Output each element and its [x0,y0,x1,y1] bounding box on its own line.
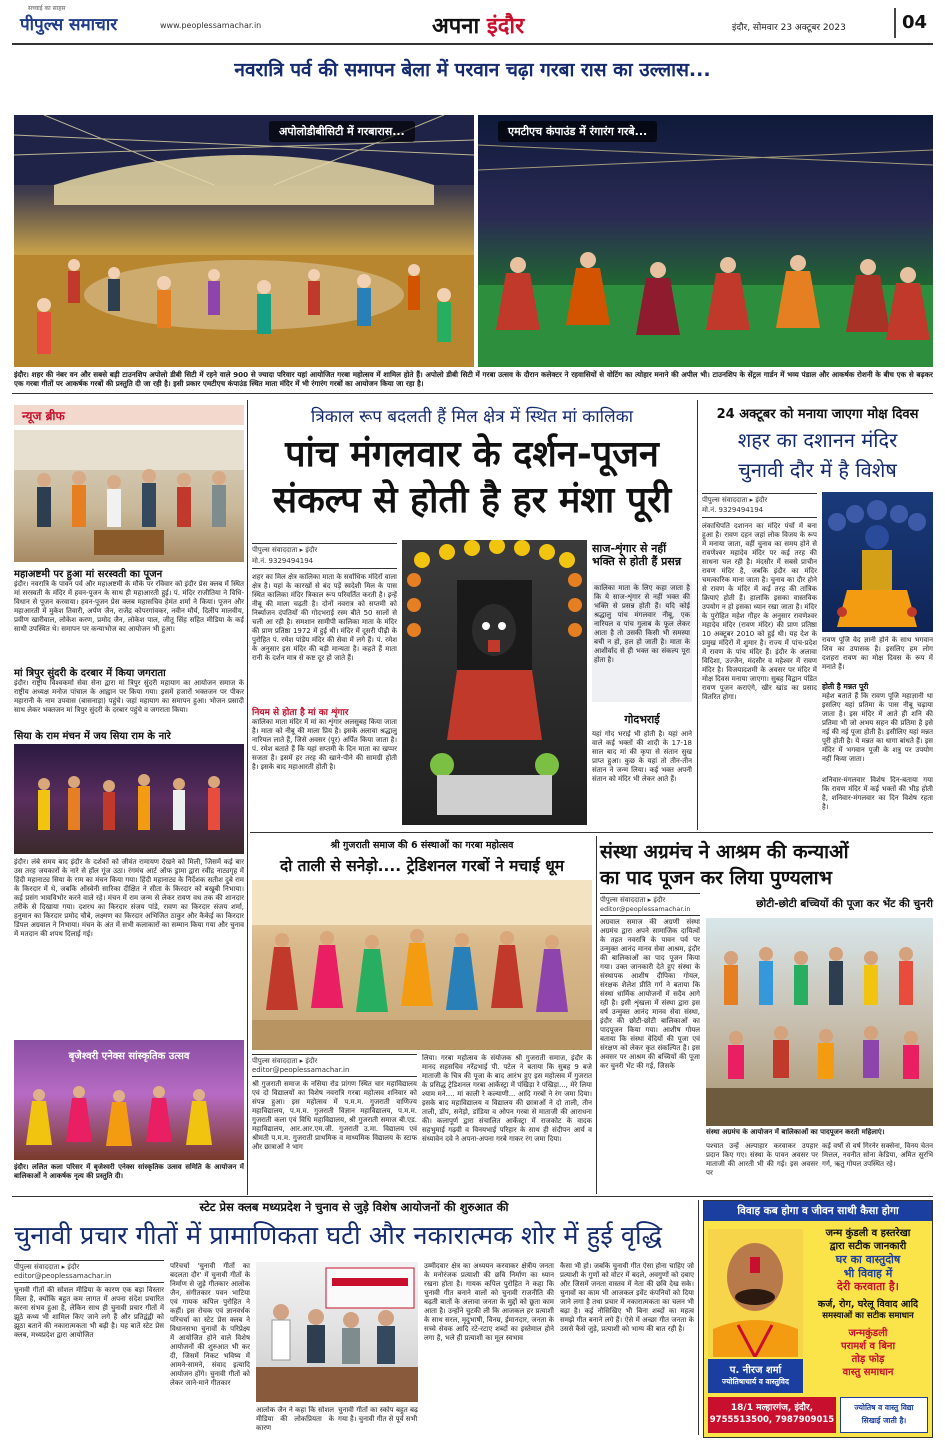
dashanan-subhead: होती है मन्नत पूरी [822,682,869,691]
dashanan-byline: पीपुल्स संवाददाता ▸ इंदौर [702,493,817,505]
ad-line4: भी विवाह में [843,1267,893,1280]
navratri-caption: इंदौर। शहर की नंबर वन और सबसे बड़ी टाउनशिप अपोलो डीबी सिटी में रहने वाले 900 से ज्यादा परिवार यहां आयोजित गरबा महोत्सव में शामिल होते हैं। अपोलो डीबी सिटी में गरबा उत्सव के दौरान कलेक्टर ने रहवासियों से वोटिंग का त्योहार मनाने की अपील भी। टाउनशिप के सेंट्रल गार्डन में भव्य पंडाल और आकर्षक रोशनी के बीच एक से बढ़कर एक गरबा गीतों पर आकर्षक गरबों की प्रस्तुति दी जा रही है। इसी प्रकार एमटीएच कंपाउंड स्थित माता मंदिर में भी रंगारंग गरबों का आयोजन किया जा रहा है। [14,370,933,388]
press-club-text1: चुनावी गीतों की सोशल मीडिया के कारण एक बड़ा विस्तार मिला है, क्योंकि बहुत कम लागत में अपना संदेश प्रचारित करना संभव हुआ है, लेकिन साथ ही चुनावी प्रचार गीतों में झूठे कथ्य भी शामिल किए जाने लगे हैं और प्रतिद्वंद्वी को झूठा बताने की नकारात्मकता भी बढ़ी है। यह बातें स्टेट प्रेस क्लब, मध्यप्रदेश द्वारा आयोजित [14,1286,164,1339]
press-club-reporter: पीपुल्स संवाददाता [14,1263,60,1271]
gujarati-kicker: श्री गुजराती समाज की 6 संस्थाओं का गरबा महोत्सव [330,840,514,851]
navratri-headline: नवरात्रि पर्व की समापन बेला में परवान चढ़ा गरबा रास का उल्लास... [234,59,711,81]
ad-line1: जन्म कुंडली व हस्तरेखा [825,1228,911,1239]
apollo-photo-label: अपोलोडीबीसिटी में गरबारास... [269,121,415,142]
kalika-headline-line1: पांच मंगलवार के दर्शन-पूजन [285,434,659,475]
ad-line11: वास्तु समाधान [842,1367,894,1378]
brief-item3-text: इंदौर। लंबे समय बाद इंदौर के दर्शकों को जीवंत रामायण देखने को मिली, जिसमें कई बार उस तरह जयकारों के नारे से हॉल गूंज उठा। रंगमंच आर्ट ऑफ ड्रामा द्वारा रवींद्र नाट्यगृह में हिंदी महानाट्य सिया के राम का मंचन किया गया। हिंदी महानाट्य के निर्देशक सतीश दुबे राम के किरदार में थे, जबकि ऑस्वेनी सारिका दीक्षित ने सीता के किरदार को बखूबी निभाया। कई प्रसंग भावविभोर करने वाले रहे। मंचन में राम जन्म से लेकर रावण वध तक की शानदार तरीके से दिखाया गया। दशरथ का किरदार संजय पांडे, रावण का किरदार संजय शर्मा, हनुमान का किरदार प्रमोद चौबे, लक्ष्मण का किरदार अभिजित ठाकुर और कैकेई का किरदार डिंपल अग्रवाल ने निभाया। मंचन के अंत में सभी कलाकारों का सम्मान किया गया और चुनाव में मतदान की शपथ दिलाई गई। [14,858,244,938]
kalika-side-text: कालिका माता के लिए कहा जाता है कि ये साज-शृंगार से नहीं भक्त की भक्ति से प्रसन्न होती हैं। यदि कोई श्रद्धालु पांच मंगलवार नीबू, एक नारियल व पांच गुलाब के फूल लेकर आता है तो उसकी किसी भी समस्या बची न हो, हल हो जाती है। माता के आशीर्वाद से ही भक्त का संकल्प पूरा होता है। [592,582,692,702]
dashanan-text3: महेश बताते हैं कि रावण पूजि महाज्ञानी था इसलिए यहां प्रतिमा के पास नीबू चढ़ाया जाता है। इस मंदिर में आते ही शनि की प्रतिमा भी जो अभय सहन की प्रतिमा है इसे नई की नई पूजा होती है। इसीलिए यहां मन्नत पूरी होती है। ये मन्नत का धागा बांधते हैं। इस मंदिर में भगवान पूजी के शत्रु पर उपयोग नहीं किया जाता। [822,692,933,763]
apollo-garba-illustration [14,115,474,367]
dance-photo-caption: इंदौर। ललित कला परिसर में बृजेश्वरी एनेक्स सांस्कृतिक उत्सव समिति के आयोजन में बालिकाओं ने आकर्षक नृत्य की प्रस्तुति दी। [14,1163,244,1180]
dashanan-text1: लंकाधिपति दशानन का मंदिर पंचों में बना हुआ है। रावण दहन जहां लोक विजय के रूप में मनाया जाता, वहीं चुनाव का समय होने से रावणेश्वर महादेव मंदिर पर कई तरह की साधना चल रही है। मंदसौर में सबसे प्राचीन रावण मंदिर है, जबकि इंदौर का मंदिर चमत्कारिक माना जाता है। चुनाव का दौर होने से रावण के मंदिर में कई तरह की तांत्रिक क्रियाएं होती हैं। हालांकि इसका वास्तविक उपयोग न हो इसका ध्यान रखा जाता है। मंदिर के पुरोहित महेश गौहर के अनुसार रावणेश्वर महादेव मंदिर (रावण मंदिर) की प्राण प्रतिष्ठा 10 अक्टूबर 2010 को हुई थी। यह देश के प्रमुख मंदिरों में शुमार है। राज्य में पांच-प्रदेश में रावण के पांच मंदिर हैं। इंदौर के अलावा विदिशा, उज्जैन, मंदसौर व महेश्वर में रावण मंदिर है। विजयादशमी के अवसर पर मंदिर में मोक्ष दिवस मनाया जाएगा। सुबह विद्वान पंडित रावण पूजन कराएंगे, खीर खांड का प्रसाद वितरित होगा। [702,522,817,701]
agrmanch-headline-line1: संस्था अग्रमंच ने आश्रम की कन्याओं [600,841,849,863]
ad-name-box [708,1359,803,1393]
mth-photo-label: एमटीएच कंपाउंड में रंगारंग गरबे... [498,121,657,142]
dance-banner-text: बृजेश्वरी एनेक्स सांस्कृतिक उत्सव [68,1051,190,1062]
godbharai-head: गोदभराई [624,713,660,726]
kalika-dashanan-divider [697,400,698,830]
press-club-email[interactable]: editor@peoplessamachar.in [14,1272,164,1283]
dashanan-headline-line2: चुनावी दौर में है विशेष [738,458,897,482]
kalika-text1: शहर का मिल क्षेत्र कालिका माता के सर्वाधिक मंदिरों वाला क्षेत्र है। यहां के कारखों से बंद पड़ें स्वदेशी मिल के पास स्थित कालिका मंदिर त्रिकाल रूप परिवर्तित करती है। इन्हें नीबू की माला चढ़ती है। दोनों नवरात्र को सप्तमी को निर्ब्याजन दंपतियों की गोदभराई रस्म बीते 50 सालों से चली आ रही है। समशान सामीपी कालिका माता के मंदिर की प्राण प्रतिष्ठा 1972 में हुई थी। मंदिर में दूसरी पीढ़ी के पुरोहित पं. रमेश पांडेय मंदिर की सेवा में लगे हैं। पं. रमेश के अनुसार इस मंदिर की बड़ी मान्यता है। कहते हैं माता रानी के दर्शन मात्र से कष्ट दूर हो जाते हैं। [252,573,397,662]
ad-line9: परामर्श व बिना [840,1341,896,1352]
ad-training-box [840,1397,928,1433]
agrmanch-text2: पश्चात उन्हें अल्पाहार करवाकर उपहार प्रदान किए गए। संस्था के पावन अवसर पर माताजी की आरती भी की गई। इस अवसर पर [706,1142,818,1177]
agrmanch-email[interactable]: editor@peoplessamachar.in [600,905,700,916]
kalika-city: इंदौर [305,546,318,554]
brief-item2-text: इंदौर। राष्ट्रीय विश्वकर्मा सेवा सेना द्वारा मां त्रिपुर सुंदरी महायाग का आयोजन समाज के राष्ट्रीय अध्यक्ष मनोज पांचाल के आह्वान पर किया गया। इसमें हजारों भक्तजन पर पीकर महारानी के नाम उपवास (बासनाड़ा) पहुंचे। जहां महायाग का समापन हुआ। भोजन प्रसादी साथ लेकर भक्तजन मां त्रिपुर सुंदरी के दरबार पहुंचे व जगराता किया। [14,679,244,714]
kalika-text2: कालिका माता मंदिर में मां का शृंगार अलसुबह किया जाता है। माता को नीबू की माला प्रिय है। इसके अलावा श्रद्धालु नारियल लाते हैं, जिसे अवसर (पूर) अर्पित किया जाता है। पं. रमेश बताते हैं कि यहां सप्तमी के दिन माता का खप्पर सजता है। इसमें हर तरह की खाने-पीने की सामग्री होती है। इसके बाद महाआरती होती है। [252,718,397,771]
agrmanch-text1: अग्रवाल समाज की अग्रणी संस्था अग्रमंच द्वारा अपने सामाजिक दायित्वों के तहत नवरात्रि के पावन पर्व पर उन्मुक्त आनंद मानव सेवा आश्रम, इंदौर की बालिकाओं का पाद पूजन किया गया। उक्त जानकारी देते हुए संस्था के संस्थापक आशीष दीपिका गोयल, संरक्षक शैलेश प्रीति गर्ग ने बताया कि संस्था धार्मिक आयोजनों में सदैव आगे रही है। इसी शृंखला में संस्था द्वारा इस वर्ष उन्मुक्त आनंद मानव सेवा संस्था, इंदौर की छोटी-छोटी बालिकाओं का पादपूजन किया गया। आशीष गोयल बताया कि संस्था वेदियों की पूजा एवं संरक्षण को लेकर कृत संकल्पित है। इस अवसर पर आश्रम की बच्चियों की पूजा कर चुनरी भेंट की गई, जिसके [600,918,700,1070]
section-name: इंदौर [486,14,525,39]
press-club-text2: परिचर्चा 'चुनावी गीतों का बदलता दौर' में चुनावी गीतों के निर्माण से जुड़े गीतकार आलोक जैन, संगीतकार पवन भाटिया एवं गायक कपिल पुरोहित ने कहीं। इस रोचक एवं ज्ञानवर्धक परिचर्चा का स्टेट प्रेस क्लब ने विधानसभा चुनावों के परिप्रेक्ष्य में आयोजित होने वाले विशेष आयोजनों की शुरुआत भी कर दी, जिसमें निकट भविष्य में आमने-सामने, संवाद इत्यादि आयोजन होंगे। चुनावी गीतों को लेकर जाने-माने गीतकार [170,1262,250,1387]
ravan-idol-illustration [822,492,933,632]
kalika-byline: पीपुल्स संवाददाता ▸ इंदौर [252,543,397,555]
ad-address: 18/1 मल्हारगंज, इंदौर, [730,1403,814,1413]
mth-garba-photo [478,115,933,367]
ad-top-banner: विवाह कब होगा व जीवन साथी कैसा होगा [704,1201,932,1221]
masthead-website[interactable]: www.peoplessamachar.in [160,21,262,30]
kalika-idol-photo [402,540,587,825]
ad-line5: देरी करवाता है। [837,1280,899,1293]
agrmanch-subhead: छोटी-छोटी बच्चियों की पूजा कर भेंट की चुनरी [756,898,933,910]
dance-performance-photo [14,1040,244,1160]
ad-line10: तोड़ फोड़ [851,1354,885,1365]
agrmanch-byline: पीपुल्स संवाददाता ▸ इंदौर [600,893,700,905]
ramayan-illustration [14,744,244,854]
kalika-subhead: नियम से होता है मां का शृंगार [252,708,349,718]
press-club-photo-caption: आलोक जैन ने कहा कि सोशल मीडिया की लोकप्रियता के कारण [256,1406,334,1431]
agrmanch-padpujan-photo [706,918,933,1126]
press-club-puja-photo [14,430,244,562]
ad-astrologer-portrait [708,1229,803,1357]
ad-line3: घर का वास्तुदोष [835,1253,901,1266]
kalika-reporter: पीपुल्स संवाददाता [252,546,298,554]
dashanan-kicker: 24 अक्टूबर को मनाया जाएगा मोक्ष दिवस [716,407,919,422]
dashanan-text4: शनिवार-मंगलवार विशेष दिन-बताया गया कि रावण मंदिर में कई भक्तों की भीड़ होती है, शनिवार-मंगलवार का दिन विशेष रहता है। [822,776,933,811]
press-club-text5: कैसा भी हो। जबकि चुनावी गीत ऐसा होना चाहिए जो प्रत्याशी के गुणों को वोटर में बदले, अवगुणों को दबाए और जिसमें जनता वास्तव में नेता की छवि देख सके। चुनावों का काम भी आजकल इवेंट कंपनियों को दिया जाने लगा है तथा प्रचार में नकारात्मकता का चलन भी बढ़ा है। कई नौसिखिए भी बिना शब्दों का महत्व समझे गीत बनाने लगे हैं। ऐसे में अच्छा गीत जनता के उससे कैसे जुड़े, प्रत्याशी को भाग्य की बात रही है। [560,1262,694,1333]
dashanan-headline-line1: शहर का दशानन मंदिर [737,428,898,452]
agrmanch-text3: कई वर्षों से वर्ष गिरनेर सक्सेना, विनय चेतन मित्तल, नवनीत सोना केडिया, अमित सुरभि गर्ग, ऋतु गोयल उपस्थित रहे। [822,1142,933,1168]
bottom-section-rule [12,1196,933,1197]
kalika-side-head: साज-शृंगार से नहीं भक्ति से होती हैं प्रसन्न [592,542,682,568]
ad-line6: कर्ज, रोग, घरेलू विवाद आदि [817,1299,919,1310]
ravan-idol-photo [822,492,933,632]
masthead-logo: पीपुल्स समाचार [20,15,118,35]
ad-small1: ज्योतिष व वास्तु विद्या [854,1403,914,1412]
agrmanch-headline-line2: का पाद पूजन कर लिया पुण्यलाभ [600,867,832,889]
agrmanch-reporter: पीपुल्स संवाददाता [600,896,646,904]
gujarati-agrmanch-divider [596,836,597,1194]
press-club-discussion-photo [256,1262,418,1402]
brief-item2-head: मां त्रिपुर सुंदरी के दरबार में किया जगराता [14,668,166,679]
gujarati-text2: लिया। गरबा महोत्सव के संयोजक श्री गुजराती समाज, इंदौर के मानद सहसचिव नरेंद्रभाई पी. पटेल ने बताया कि सुबह 9 बजे माताजी के चित्र की पूजा के बाद आरंभ हुए इस महोत्सव में गुजरात के प्रसिद्ध ट्रेडिशनल गरबा आर्केस्ट्रा में पंखिड़ा रे पंखिड़ा..., मेरे लिया श्याम मने.... मां काली रे कल्याणी... आदि गरबों ने रंग जमा दिया। इसके बाद महाविद्यालय व विद्यालय की छात्राओं ने दो ताली, तीन ताली, डॉप, सनेड़ो, डांडिया व ओपन गरबा से माताजी की आराधना की। कलापूर्ण द्वारा संचालित आर्केस्ट्रा में राजकोट के वादक सहभुमाई गढ़वी व विनयभाई परिहार के साथ ही संदीपन आर्य व संध्यावेन दवे ने अपना-अपना गरबे गाकर रंग जमा दिया। [422,1054,592,1143]
apollo-garba-photo [14,115,474,367]
agrmanch-city: इंदौर [653,896,666,904]
godbharai-text: यहां गोद भराई भी होती है। यहां आने वाले कई भक्तों की शादी के 17-18 साल बाद मां की कृपा से संतान सुख प्राप्त हुआ। कुछ के यहां तो तीन-तीन संतान ने जन्म लिया। कई भक्त अपनी संतान को मंदिर भी लेकर आते हैं। [592,730,692,783]
gujarati-garba-illustration [252,880,592,1050]
masthead-tagline: सच्चाई का साहस [28,5,66,12]
brief-item3-head: सिया के राम मंचन में जय सिया राम के नारे [14,731,171,742]
kalika-headline-line2: संकल्प से होती है हर मंशा पूरी [272,480,672,521]
brief-item1-head: महाअष्टमी पर हुआ मां सरस्वती का पूजन [14,569,163,580]
page-number: 04 [894,8,932,38]
ad-contact-box[interactable] [708,1397,836,1433]
brief-item1-text: इंदौर। नवरात्रि के पावन पर्व और महाअष्टमी के मौके पर रविवार को इंदौर प्रेस क्लब में स्थित मां सरस्वती के मंदिर में हवन-पूजन के साथ ही महाआरती हुई। पं. मंदिर राजीतिया ने विधि-विधान से पूजन करवाया। हवन-पूजन प्रेस क्लब महासचिव हेमंत शर्मा ने किया। पूजन और महाआरती में मुकेश तिवारी, अर्पण जैन, राजेंद्र कोपरगांवकर, नवीन मौर्य, दिलीप मालवीय, प्रवीण खारीवाल, लोकेश करण, प्रमोद जैन, लोकेश पाल, जीतू सिंह सहित मीडिया के कई साथी उपस्थित थे। समापन पर कन्याभोज का आयोजन भी हुआ। [14,580,244,633]
ad-line8: जन्मकुंडली [848,1328,888,1339]
kalika-kicker: त्रिकाल रूप बदलती हैं मिल क्षेत्र में स्थित मां कालिका [310,407,634,427]
press-club-byline: पीपुल्स संवाददाता ▸ इंदौर [14,1260,164,1272]
puja-illustration [14,430,244,562]
ad-small2: सिखाई जाती है। [861,1416,907,1425]
section-prefix: अपना [432,14,480,39]
astrology-ad[interactable] [703,1200,933,1438]
kalika-mobile: मो.नं. 9329494194 [252,557,397,569]
dashanan-city: इंदौर [755,496,768,504]
dashanan-text2: रावण पूजि वेद ज्ञानी होने के साथ भगवान शिव का उपासक है। इसलिए हम लोग दशहरा रावण का मोक्ष दिवस के रूप में मनाते हैं। [822,636,933,671]
mid-section-rule [250,832,933,833]
brief-column-divider [247,400,248,1195]
gujarati-email[interactable]: editor@peoplessamachar.in [252,1066,417,1077]
press-club-discussion-illustration [256,1262,418,1402]
navratri-rule [12,393,933,394]
gujarati-garba-photo [252,880,592,1050]
section-title [432,10,524,40]
dateline: इंदौर, सोमवार 23 अक्टूबर 2023 [732,23,846,33]
kalika-idol-illustration [402,540,587,825]
press-club-headline: चुनावी प्रचार गीतों में प्रामाणिकता घटी और नकारात्मक शोर में हुई वृद्धि [14,1221,662,1251]
masthead [0,0,945,46]
mth-garba-illustration [478,115,933,367]
gujarati-text1: श्री गुजराती समाज के नसिया रोड प्रांगण स्थित चार महाविद्यालय एवं दो विद्यालयों का विशेष नवरात्रि गरबा महोत्सव शनिवार को संपन्न हुआ। इस महोत्सव में प.म.म. गुजराती वाणिज्य महाविद्यालय, प.म.म. गुजराती विज्ञान महाविद्यालय, प.म.म. गुजराती कला एवं विधि महाविद्यालय, श्री गुजराती समाज बी.एड. महाविद्यालय, आर.आर.एम.जी. गुजराती उ.मा. विद्यालय एवं श्रीमती प.म.म. गुजराती प्राथमिक व माध्यमिक विद्यालय के स्टाफ और छात्राओं ने भाग [252,1080,417,1151]
press-club-text3: चुनावी गीतों का स्कोप बहुत बढ़ गया है। चुनावी गीत से पूर्व सभी [338,1406,418,1423]
astrologer-illustration [708,1229,803,1357]
press-ad-divider [698,1200,699,1435]
padpujan-illustration [706,918,933,1126]
ad-phones[interactable]: 9755513500, 7987909015 [709,1415,835,1425]
gujarati-headline: दो ताली से सनेड़ो.... ट्रेडिशनल गरबों ने मचाई धूम [279,857,565,875]
masthead-rule [12,43,933,45]
ad-astrologer-name: प. नीरज शर्मा [729,1365,782,1376]
ad-line2: द्वारा सटीक जानकारी [829,1241,907,1252]
news-brief-label: न्यूज ब्रीफ [14,405,244,425]
press-club-city: इंदौर [67,1263,80,1271]
dashanan-mobile: मो.नं. 9329494194 [702,506,817,518]
press-club-kicker: स्टेट प्रेस क्लब मध्यप्रदेश ने चुनाव से जुड़े विशेष आयोजनों की शुरुआत की [199,1200,509,1214]
gujarati-reporter: पीपुल्स संवाददाता [252,1057,298,1065]
gujarati-byline: पीपुल्स संवाददाता ▸ इंदौर [252,1054,417,1066]
press-club-text4: उम्मीदवार क्षेत्र का अध्ययन करवाकर क्षेत्रीय जनता के मनोरंजक प्रत्याशी की छवि निर्माण का ध्यान रखना होता है। गायक कपिल पुरोहित ने कहा कि चुनावी गीत बनाने वालों को चुनावी राजनीति की बढ़ती बातों के अलावा जनता के मुद्दों को छूता काम आता है। उन्होंने चुटकी ली कि आजकल हर प्रत्याशी के साथ सरल, मृदुभाषी, विनम्र, ईमानदार, जनता के सच्चे सेवक आदि रटे-रटाए शब्दों का इस्तेमाल होने लगा है, भले ही प्रत्याशी का मूल स्वभाव [424,1262,554,1342]
ad-line7: समस्याओं का सटीक समाधान [822,1311,914,1321]
dashanan-reporter: पीपुल्स संवाददाता [702,496,748,504]
ramayan-stage-photo [14,744,244,854]
gujarati-city: इंदौर [305,1057,318,1065]
agrmanch-photo-caption: संस्था अग्रमंच के आयोजन में बालिकाओं का पादपूजन करती महिलाएं। [706,1128,885,1136]
ad-astrologer-title: ज्योतिषाचार्य व वास्तुविद [722,1377,789,1386]
